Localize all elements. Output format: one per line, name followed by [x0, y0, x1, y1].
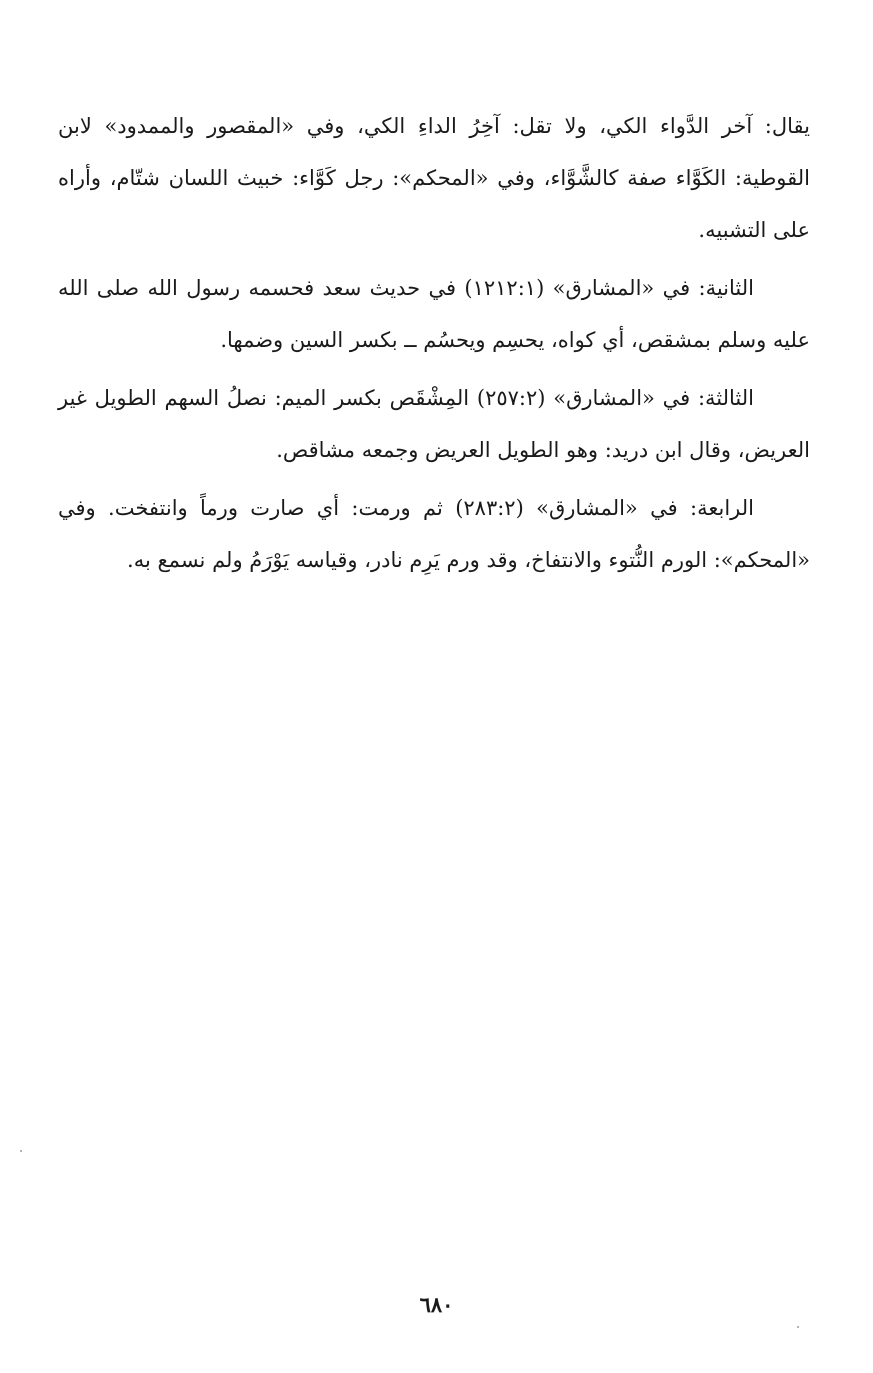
paragraph-3: الثالثة: في «المشارق» (٢٥٧:٢) المِشْقَص بكسر الميم: نصلُ السهم الطويل غير العريض، وقال ابن دريد: وهو الطويل العريض وجمعه مشاقص.: [58, 386, 810, 462]
page-number: ٦٨٠: [419, 1292, 454, 1317]
paragraph-2: الثانية: في «المشارق» (١٢١٢:١) في حديث سعد فحسمه رسول الله صلى الله عليه وسلم بمشقص، أي كواه، يحسِم ويحسُم ــ بكسر السين وضمها.: [58, 276, 810, 352]
paragraph-4: الرابعة: في «المشارق» (٢٨٣:٢) ثم ورمت: أي صارت ورماً وانتفخت. وفي «المحكم»: الورم النُّتوء والانتفاخ، وقد ورم يَرِم نادر، وقياسه يَوْرَمُ ولم نسمع به.: [58, 496, 810, 572]
scan-speck: [797, 1326, 799, 1328]
paragraph-1: يقال: آخر الدَّواء الكي، ولا تقل: آخِرُ الداءِ الكي، وفي «المقصور والممدود» لابن القوطية: الكَوَّاء صفة كالشَّوَّاء، وفي «المحكم»: رجل كَوَّاء: خبيث اللسان شتّام، وأراه على التشبيه.: [58, 114, 810, 242]
scan-speck: [20, 1150, 22, 1152]
main-text: [58, 100, 810, 592]
